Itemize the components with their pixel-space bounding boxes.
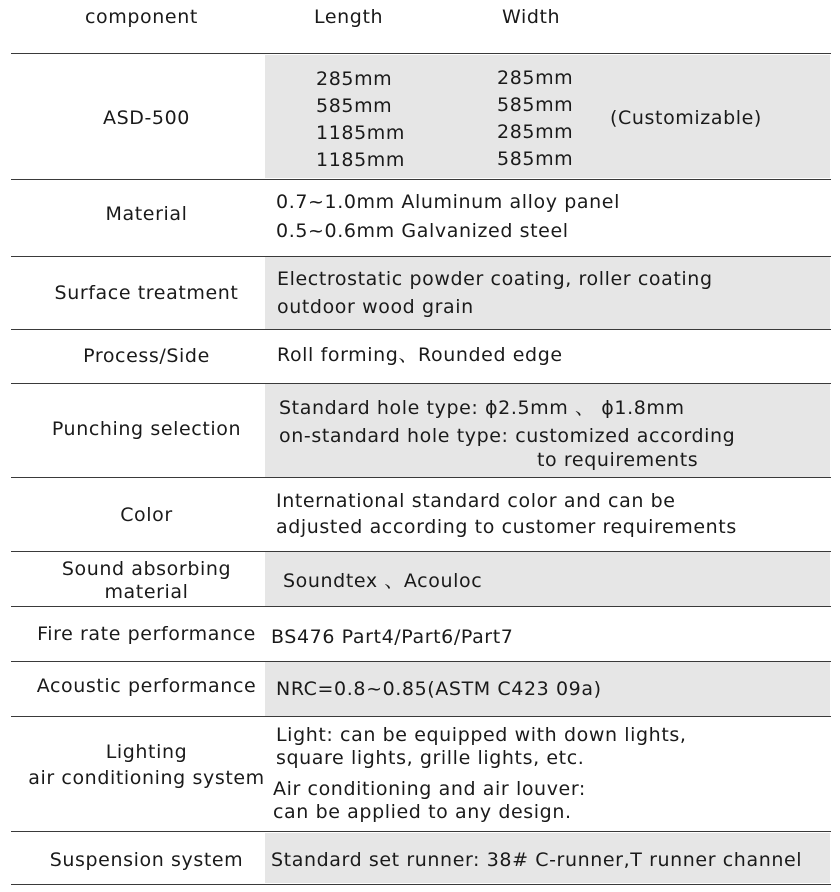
row-divider (11, 884, 831, 885)
punching-line: to requirements (537, 449, 699, 471)
header-length: Length (314, 6, 384, 28)
fire-line: BS476 Part4/Part6/Part7 (271, 626, 514, 648)
label-process-side: Process/Side (83, 345, 210, 367)
width-value: 585mm (497, 94, 574, 116)
label-color: Color (120, 504, 173, 526)
length-value: 285mm (316, 68, 393, 90)
lighting-line: square lights, grille lights, etc. (276, 747, 585, 769)
label-suspension-system: Suspension system (49, 849, 244, 871)
customizable-note: (Customizable) (610, 107, 762, 129)
color-line: International standard color and can be (276, 490, 676, 512)
width-value: 285mm (497, 121, 574, 143)
material-line: 0.7~1.0mm Aluminum alloy panel (276, 191, 620, 213)
row-divider (11, 477, 831, 478)
row-divider (11, 661, 831, 662)
row-divider (11, 256, 831, 257)
punching-line: on-standard hole type: customized according (279, 425, 736, 447)
process-line: Roll forming、Rounded edge (277, 344, 563, 366)
row-divider (11, 383, 831, 384)
label-material: Material (105, 203, 188, 225)
width-value: 285mm (497, 67, 574, 89)
label-sound-absorbing: Sound absorbing (61, 558, 232, 580)
length-value: 1185mm (316, 149, 405, 171)
label-model: ASD-500 (102, 107, 190, 129)
label-fire-rate: Fire rate performance (37, 623, 256, 645)
material-line: 0.5~0.6mm Galvanized steel (276, 220, 569, 242)
row-divider (11, 831, 831, 832)
row-divider (11, 179, 831, 180)
row-divider (11, 53, 831, 54)
lighting-line: can be applied to any design. (273, 801, 572, 823)
suspension-line: Standard set runner: 38# C-runner,T runner channel (271, 849, 803, 871)
length-value: 585mm (316, 95, 393, 117)
label-punching-selection: Punching selection (51, 418, 242, 440)
lighting-line: Air conditioning and air louver: (273, 778, 586, 800)
row-divider (11, 606, 831, 607)
color-line: adjusted according to customer requirements (276, 516, 737, 538)
surface-line: Electrostatic powder coating, roller coating (277, 268, 713, 290)
label-air-conditioning-system: air conditioning system (28, 767, 265, 789)
acoustic-line: NRC=0.8~0.85(ASTM C423 09a) (276, 678, 602, 700)
label-sound-absorbing-material: material (104, 581, 189, 603)
lighting-line: Light: can be equipped with down lights, (276, 724, 687, 746)
length-value: 1185mm (316, 122, 405, 144)
header-component: component (85, 6, 198, 28)
punching-line: Standard hole type: ϕ2.5mm 、 ϕ1.8mm (279, 397, 685, 419)
header-width: Width (502, 6, 561, 28)
row-divider (11, 329, 831, 330)
label-acoustic-performance: Acoustic performance (36, 675, 257, 697)
surface-line: outdoor wood grain (277, 296, 474, 318)
label-surface-treatment: Surface treatment (54, 282, 239, 304)
label-lighting: Lighting (105, 741, 188, 763)
sound-line: Soundtex 、Acouloc (283, 570, 483, 592)
row-divider (11, 716, 831, 717)
width-value: 585mm (497, 148, 574, 170)
row-divider (11, 551, 831, 552)
